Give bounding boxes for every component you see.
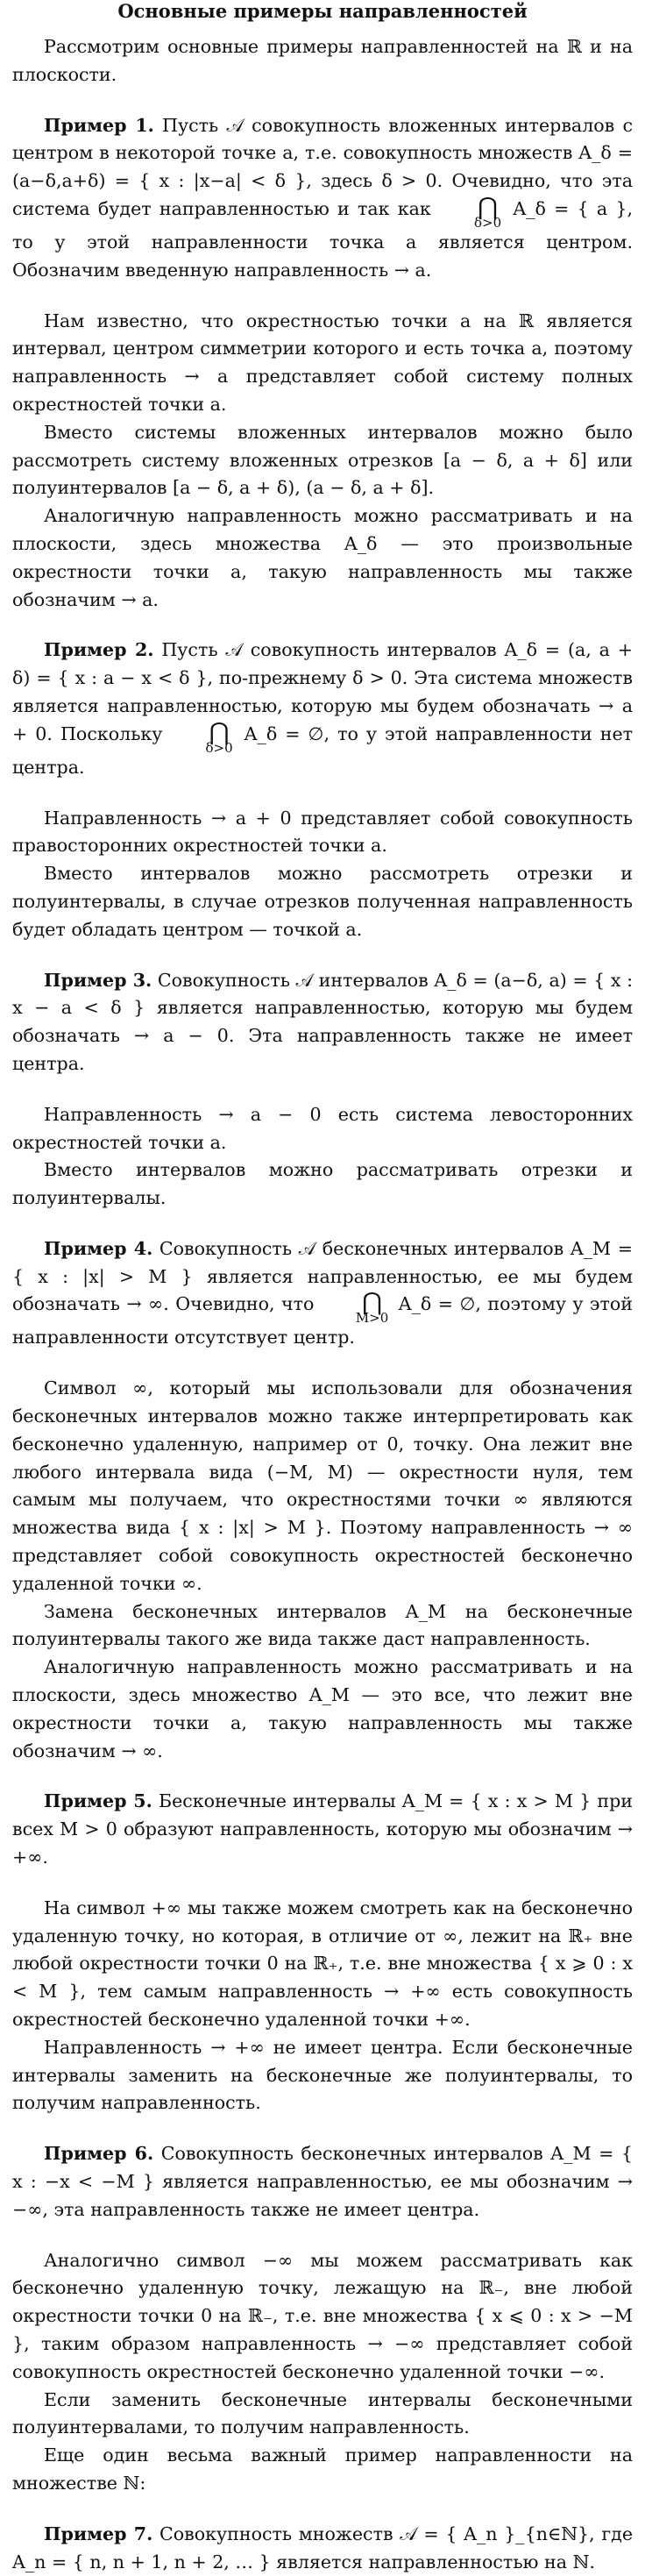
intersection-symbol: ⋂ δ>0 [473, 191, 502, 231]
example-5-text: Бесконечные интервалы A_M = { x : x > M } при всех M > 0 образуют направленность, которую мы обозначим → +∞. [12, 1790, 633, 1868]
example-4-text-a: Совокупность 𝒜 бесконечных интервалов A_M = { x : |x| > M } является направленностью, ее мы будем обозначать → ∞. Очевидно, что [12, 1237, 633, 1315]
example-1-text-b: A_δ = { a }, то у этой направленности точка a является центром. Обозначим введенную направленность → a. [12, 197, 634, 281]
paragraph-right-segments: Вместо интервалов можно рассмотреть отрезки и полуинтервалы, в случае отрезков полученная направленность будет обладать центром — точкой a. [12, 863, 633, 940]
paragraph-half-intervals: Замена бесконечных интервалов A_M на бесконечные полуинтервалы такого же вида также даст направленность. [12, 1600, 633, 1650]
example-6 [12, 2140, 633, 2224]
example-4-label: Пример 4. [44, 1237, 153, 1259]
example-1 [12, 112, 633, 285]
example-7-text: Совокупность множеств 𝒜 = { A_n }_{n∈ℕ}, где A_n = { n, n + 1, n + 2, … } является направленностью на ℕ. [12, 2523, 634, 2572]
example-2-label: Пример 2. [44, 639, 154, 661]
intersection-symbol: ⋂ M>0 [355, 1287, 389, 1327]
example-3 [12, 967, 633, 1078]
paragraph-left-segments: Вместо интервалов можно рассматривать отрезки и полуинтервалы. [12, 1159, 633, 1209]
example-2-text-a: Пусть 𝒜 совокупность интервалов A_δ = (a, a + δ) = { x : a − x < δ }, по-прежнему δ > 0. Эта система множеств является направленностью, которую мы будем обозначать → a + 0. Поскольку [12, 639, 634, 744]
page-title: Основные примеры направленностей [117, 0, 528, 22]
example-6-label: Пример 6. [44, 2143, 154, 2165]
paragraph-naturals-intro: Еще один весьма важный пример направленности на множестве ℕ: [12, 2444, 633, 2494]
example-6-text: Совокупность бесконечных интервалов A_M = { x : −x < −M } является направленностью, ее мы обозначим → −∞, эта направленность также не имеет центра. [12, 2143, 634, 2220]
paragraph-plus-infinity-center: Направленность → +∞ не имеет центра. Если бесконечные интервалы заменить на бесконечные же полуинтервалы, то получим направленность. [12, 2036, 633, 2114]
paragraph-right-neighborhoods: Направленность → a + 0 представляет собой совокупность правосторонних окрестностей точки a. [12, 807, 633, 857]
intersection-symbol: ⋂ δ>0 [205, 716, 233, 756]
example-2 [12, 637, 633, 781]
paragraph-left-neighborhoods: Направленность → a − 0 есть система левосторонних окрестностей точки a. [12, 1103, 633, 1153]
intro-paragraph: Рассмотрим основные примеры направленностей на ℝ и на плоскости. [12, 36, 633, 85]
paragraph-plane-infinity: Аналогичную направленность можно рассматривать и на плоскости, здесь множество A_M — это все, что лежит вне окрестности точки a, такую направленность мы также обозначим → ∞. [12, 1656, 633, 1761]
example-3-text: Совокупность 𝒜 интервалов A_δ = (a−δ, a) = { x : x − a < δ } является направленностью, которую мы будем обозначать → a − 0. Эта направленность также не имеет центра. [12, 969, 634, 1074]
paragraph-plus-infinity: На символ +∞ мы также можем смотреть как на бесконечно удаленную точку, но которая, в отличие от ∞, лежит на ℝ₊ вне любой окрестности точки 0 на ℝ₊, т.е. вне множества { x ⩾ 0 : x < M }, тем самым направленность → +∞ есть совокупность окрестностей бесконечно удаленной точки +∞. [12, 1896, 633, 2031]
example-5-label: Пример 5. [44, 1790, 152, 1812]
example-7 [12, 2521, 633, 2576]
example-4 [12, 1235, 633, 1352]
example-7-label: Пример 7. [44, 2523, 153, 2544]
example-3-label: Пример 3. [44, 969, 152, 991]
example-5 [12, 1788, 633, 1871]
paragraph-segments: Вместо системы вложенных интервалов можно было рассмотреть систему вложенных отрезков [a − δ, a + δ] или полуинтервалов [a − δ, a + δ), (a − δ, a + δ]. [12, 421, 633, 499]
example-1-text-a: Пусть 𝒜 совокупность вложенных интервалов с центром в некоторой точке a, т.е. совокупность множеств A_δ = (a−δ,a+δ) = { x : |x−a| < δ }, здесь δ > 0. Очевидно, что эта система будет направленностью и так как [12, 114, 634, 219]
paragraph-infinity-symbol: Символ ∞, который мы использовали для обозначения бесконечных интервалов можно также интерпретировать как бесконечно удаленную, например от 0, точку. Она лежит вне любого интервала вида (−M, M) — окрестности нуля, тем самым мы получаем, что окрестностями точки ∞ являются множества вида { x : |x| > M }. Поэтому направленность → ∞ представляет собой совокупность окрестностей бесконечно удаленной точки ∞. [12, 1377, 633, 1594]
paragraph-minus-infinity: Аналогично символ −∞ мы можем рассматривать как бесконечно удаленную точку, лежащую на ℝ₋, вне любой окрестности точки 0 на ℝ₋, т.е. вне множества { x ⩽ 0 : x > −M }, таким образом направленность → −∞ представляет собой совокупность окрестностей бесконечно удаленной точки −∞. [12, 2249, 633, 2382]
paragraph-minus-infinity-half: Если заменить бесконечные интервалы бесконечными полуинтервалами, то получим направленность. [12, 2388, 633, 2438]
paragraph-plane: Аналогичную направленность можно рассматривать и на плоскости, здесь множества A_δ — это произвольные окрестности точки a, такую направленность мы также обозначим → a. [12, 505, 633, 610]
example-4-text-b: A_δ = ∅, поэтому у этой направленности отсутствует центр. [12, 1293, 633, 1348]
example-2-text-b: A_δ = ∅, то у этой направленности нет центра. [12, 722, 634, 778]
example-1-label: Пример 1. [44, 114, 154, 136]
paragraph-neighborhood: Нам известно, что окрестностью точки a на ℝ является интервал, центром симметрии которого и есть точка a, поэтому направленность → a представляет собой систему полных окрестностей точки a. [12, 310, 633, 415]
